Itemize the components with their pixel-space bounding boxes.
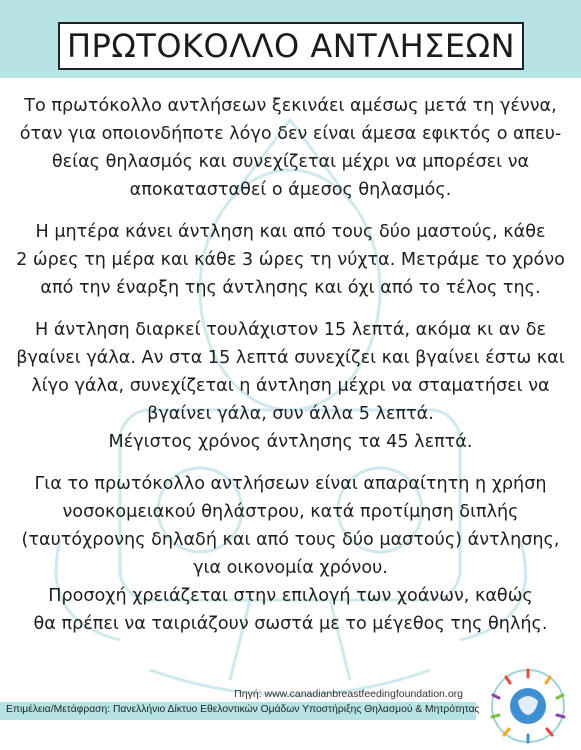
text-line: λίγο γάλα, συνεχίζεται η άντληση μέχρι να σταματήσει να xyxy=(31,376,550,396)
text-line: νοσοκομειακού θηλάστρου, κατά προτίμηση διπλής xyxy=(62,502,519,522)
paragraph xyxy=(14,218,567,302)
text-line: βγαίνει γάλα. Αν στα 15 λεπτά συνεχίζει και βγαίνει έστω και xyxy=(16,348,565,368)
title-band xyxy=(0,0,581,78)
paragraph xyxy=(14,316,567,456)
text-line: βγαίνει γάλα, συν άλλα 5 λεπτά. xyxy=(147,404,434,424)
text-line: (ταυτόχρονης δηλαδή και από τους δύο μαστούς) άντλησης, xyxy=(21,530,560,550)
page-title: ΠΡΩΤΟΚΟΛΛΟ ΑΝΤΛΗΣΕΩΝ xyxy=(66,27,515,65)
editor-credit: Επιμέλεια/Μετάφραση: Πανελλήνιο Δίκτυο Εθελοντικών Ομάδων Υποστήριξης Θηλασμού & Μητρότητας xyxy=(6,704,480,715)
source-credit: Πηγή: www.canadianbreastfeedingfoundation.org xyxy=(234,688,463,700)
text-line: θα πρέπει να ταιριάζουν σωστά με το μέγεθος της θηλής. xyxy=(33,614,548,634)
text-line: Το πρωτόκολλο αντλήσεων ξεκινάει αμέσως μετά τη γέννα, xyxy=(24,96,557,116)
protocol-text xyxy=(14,92,567,652)
network-logo-icon xyxy=(478,665,578,747)
text-line: από την έναρξη της άντλησης και όχι από το τέλος της. xyxy=(40,278,541,298)
text-line: Για το πρωτόκολλο αντλήσεων είναι απαραίτητη η χρήση xyxy=(34,474,547,494)
paragraph xyxy=(14,92,567,204)
text-line: αποκατασταθεί ο άμεσος θηλασμός. xyxy=(129,180,452,200)
text-line: θείας θηλασμός και συνεχίζεται μέχρι να μπορέσει να xyxy=(51,152,530,172)
text-line: Η άντληση διαρκεί τουλάχιστον 15 λεπτά, ακόμα κι αν δε xyxy=(35,320,546,340)
text-line: για οικονομία χρόνου. xyxy=(193,558,388,578)
title-box xyxy=(58,22,524,70)
text-line: όταν για οποιονδήποτε λόγο δεν είναι άμεσα εφικτός ο απευ- xyxy=(19,124,562,144)
text-line: Η μητέρα κάνει άντληση και από τους δύο μαστούς, κάθε xyxy=(35,222,546,242)
text-line: Προσοχή χρειάζεται στην επιλογή των χοάνων, καθώς xyxy=(48,586,533,606)
text-line: Μέγιστος χρόνος άντλησης τα 45 λεπτά. xyxy=(108,432,473,452)
paragraph xyxy=(14,470,567,638)
text-line: 2 ώρες τη μέρα και κάθε 3 ώρες τη νύχτα. Μετράμε το χρόνο xyxy=(16,250,565,270)
